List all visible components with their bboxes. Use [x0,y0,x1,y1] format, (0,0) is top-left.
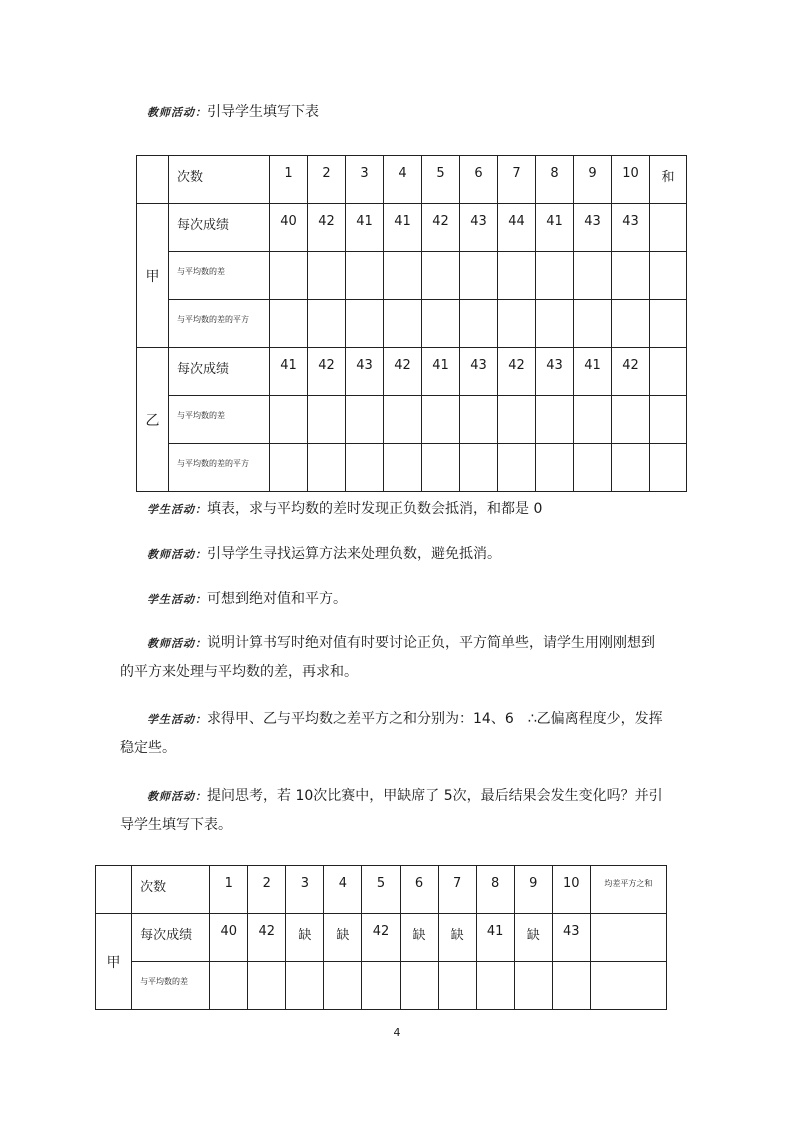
data-cell-text: 44 [508,214,525,229]
data-cell [460,300,498,348]
data-cell-text [384,444,421,454]
role-label: 学生活动： [147,713,207,726]
header-cell-text: 1 [224,876,233,891]
data-cell-text: 41 [394,214,411,229]
data-cell [248,914,286,962]
data-cell-text [574,300,611,310]
data-cell [536,252,574,300]
corner-cell [137,156,169,204]
data-cell-text [612,444,649,454]
header-cell-text: 3 [300,876,309,891]
data-cell [460,444,498,492]
row-label [132,914,210,962]
data-cell [612,396,650,444]
data-cell-text [270,252,307,262]
row-label [169,204,270,252]
paragraph-teacher-4 [147,787,663,806]
table-row [137,348,687,396]
data-cell-text [308,444,345,454]
header-cell-text: 10 [622,166,639,181]
data-cell [536,204,574,252]
header-cell-text: 3 [360,166,369,181]
data-cell-text [384,396,421,406]
data-cell [346,252,384,300]
table-row [96,962,667,1010]
data-cell [422,396,460,444]
data-cell-text [422,252,459,262]
data-cell [384,252,422,300]
header-cell [612,156,650,204]
paragraph-teacher-3-cont: 的平方来处理与平均数的差，再求和。 [120,664,358,680]
data-cell-text: 缺 [450,928,464,943]
data-cell-text [248,962,285,972]
role-label: 学生活动： [147,593,207,606]
table-row [137,396,687,444]
header-cell [650,156,687,204]
data-cell-text [270,444,307,454]
data-cell [498,204,536,252]
data-cell [270,444,308,492]
data-cell [536,396,574,444]
data-cell-text [574,444,611,454]
data-cell-text [422,300,459,310]
data-cell-text [498,252,535,262]
data-cell-text: 42 [318,214,335,229]
data-cell [574,348,612,396]
table-header-row [96,866,667,914]
header-cell [270,156,308,204]
data-cell [574,396,612,444]
header-cell-text: 和 [661,170,675,185]
data-cell-text [422,396,459,406]
data-cell-text: 42 [432,214,449,229]
data-cell [476,914,514,962]
page-number: 4 [393,1026,401,1039]
data-cell [650,204,687,252]
data-cell-text [324,962,361,972]
row-label [169,252,270,300]
paragraph-student-2 [147,590,347,609]
row-label-text: 与平均数的差 [177,411,225,420]
score-table-1 [136,155,687,492]
data-cell-text [650,444,686,454]
data-cell [346,444,384,492]
data-cell-text: 41 [584,358,601,373]
data-cell-text [439,962,476,972]
header-cell [574,156,612,204]
data-cell [400,962,438,1010]
data-cell [590,962,666,1010]
data-cell [650,348,687,396]
role-label: 教师活动： [147,106,207,119]
data-cell [308,300,346,348]
data-cell-text [362,962,399,972]
data-cell [552,962,590,1010]
data-cell-text: 缺 [526,928,540,943]
header-cell [346,156,384,204]
data-cell [536,300,574,348]
header-cell [590,866,666,914]
paragraph-text: 引导学生寻找运算方法来处理负数，避免抵消。 [207,546,501,562]
header-cell [460,156,498,204]
header-cell [498,156,536,204]
header-cell-text: 1 [284,166,293,181]
data-cell [422,444,460,492]
data-cell [400,914,438,962]
data-cell-text [384,300,421,310]
header-cell-text: 8 [491,876,500,891]
data-cell [498,396,536,444]
score-table-2 [95,865,667,1010]
data-cell-text: 42 [258,924,276,939]
data-cell-text: 缺 [298,928,312,943]
data-cell-text [308,396,345,406]
table-row [137,204,687,252]
header-cell-text: 6 [414,876,424,891]
data-cell-text [346,252,383,262]
data-cell-text [650,300,686,310]
table-header-row [137,156,687,204]
data-cell-text [650,396,686,406]
header-cell [536,156,574,204]
data-cell [650,252,687,300]
data-cell [324,962,362,1010]
data-cell-text [270,396,307,406]
data-cell-text: 42 [622,358,639,373]
data-cell-text [536,300,573,310]
role-label: 教师活动： [147,548,207,561]
data-cell-text: 41 [486,924,504,939]
data-cell-text [422,444,459,454]
header-cell-text: 均差平方之和 [604,879,653,888]
header-cell [400,866,438,914]
data-cell-text [574,396,611,406]
data-cell [270,348,308,396]
data-cell [286,962,324,1010]
data-cell [270,300,308,348]
data-cell-text: 43 [563,924,580,939]
data-cell [346,396,384,444]
data-cell-text: 42 [318,358,335,373]
paragraph-text: 说明计算书写时绝对值有时要讨论正负，平方简单些，请学生用刚刚想到 [207,635,655,651]
header-cell-text: 8 [550,166,559,181]
data-cell [362,914,400,962]
paragraph-text: 求得甲、乙与平均数之差平方之和分别为：14、6 ∴乙偏离程度少，发挥 [207,711,663,727]
data-cell [612,252,650,300]
data-cell [612,444,650,492]
row-label-text: 与平均数的差的平方 [177,315,249,324]
data-cell [460,348,498,396]
data-cell [324,914,362,962]
row-label [169,348,270,396]
header-cell-text: 9 [529,876,538,891]
data-cell [384,444,422,492]
table-row [137,252,687,300]
paragraph-text: 填表，求与平均数的差时发现正负数会抵消，和都是 0 [207,501,543,517]
data-cell-text [460,444,497,454]
data-cell [498,300,536,348]
header-cell [286,866,324,914]
header-cell [476,866,514,914]
paragraph-teacher-3 [147,634,655,653]
header-cell-text: 4 [398,166,407,181]
data-cell [514,962,552,1010]
data-cell-text [536,444,573,454]
data-cell-text [401,962,438,972]
data-cell [422,204,460,252]
header-cell-text: 2 [262,876,271,891]
data-cell-text [477,962,514,972]
data-cell-text [612,300,649,310]
data-cell [438,914,476,962]
group-label: 甲 [137,204,169,348]
paragraph-text: 可想到绝对值和平方。 [207,591,347,607]
data-cell [308,252,346,300]
row-label-text: 每次成绩 [177,362,230,377]
row-label-text: 与平均数的差 [177,267,225,276]
paragraph-teacher-2 [147,545,501,564]
header-cell-text: 2 [322,166,331,181]
data-cell-text [650,204,686,214]
data-cell [422,300,460,348]
data-cell-text [308,300,345,310]
data-cell [308,348,346,396]
data-cell-text [498,396,535,406]
data-cell [460,396,498,444]
data-cell-text: 43 [584,214,601,229]
data-cell-text: 40 [220,924,237,939]
data-cell [384,396,422,444]
data-cell-text: 42 [394,358,411,373]
paragraph-student-1 [147,500,542,519]
paragraph-student-3-cont: 稳定些。 [120,740,176,756]
row-label [169,396,270,444]
data-cell-text [591,914,666,924]
data-cell-text: 42 [508,358,525,373]
role-label: 学生活动： [147,503,207,516]
corner-cell [96,866,132,914]
data-cell [308,396,346,444]
data-cell [248,962,286,1010]
data-cell-text [515,962,552,972]
group-label: 甲 [96,914,132,1010]
row-label-text: 与平均数的差 [140,977,189,986]
data-cell [384,300,422,348]
data-cell-text [346,396,383,406]
data-cell [210,914,248,962]
data-cell-text: 41 [356,214,373,229]
data-cell-text [536,396,573,406]
data-cell [650,300,687,348]
header-cell [210,866,248,914]
data-cell [536,348,574,396]
header-cell-text: 7 [512,166,521,181]
header-cell-text: 9 [588,166,597,181]
data-cell-text: 42 [372,924,390,939]
data-cell-text: 40 [280,214,297,229]
data-cell [612,204,650,252]
data-cell-text: 缺 [412,928,426,943]
data-cell [574,252,612,300]
data-cell [346,204,384,252]
data-cell [536,444,574,492]
data-cell-text [498,300,535,310]
data-cell-text [308,252,345,262]
paragraph-teacher-1 [147,103,319,122]
header-cell-text: 次数 [140,880,167,895]
group-label: 乙 [137,348,169,492]
data-cell [476,962,514,1010]
paragraph-student-3 [147,710,663,729]
data-cell-text: 缺 [336,928,350,943]
data-cell [270,252,308,300]
data-cell [650,444,687,492]
data-cell-text [553,962,590,972]
data-cell-text [460,396,497,406]
header-cell-text: 5 [376,876,386,891]
header-cell-text: 5 [436,166,445,181]
data-cell [498,444,536,492]
data-cell-text [384,252,421,262]
data-cell-text [460,300,497,310]
data-cell [552,914,590,962]
header-cell [438,866,476,914]
header-cell [169,156,270,204]
data-cell [460,204,498,252]
data-cell-text: 41 [280,358,297,373]
header-cell [422,156,460,204]
data-cell-text: 43 [470,214,487,229]
row-label-text: 每次成绩 [140,928,193,943]
data-cell [308,204,346,252]
row-label-text: 每次成绩 [177,218,230,233]
header-cell [514,866,552,914]
header-cell-text: 7 [452,876,462,891]
data-cell [384,348,422,396]
data-cell-text [210,962,247,972]
table-row [137,444,687,492]
data-cell-text [612,396,649,406]
data-cell [346,348,384,396]
data-cell-text [574,252,611,262]
header-cell [384,156,422,204]
data-cell-text: 41 [546,214,563,229]
header-cell-text: 6 [474,166,483,181]
data-cell-text [650,348,686,358]
data-cell-text [286,962,323,972]
data-cell [362,962,400,1010]
header-cell-text: 4 [338,876,348,891]
data-cell [574,444,612,492]
data-cell [574,204,612,252]
data-cell-text [612,252,649,262]
row-label-text: 与平均数的差的平方 [177,459,249,468]
data-cell-text [460,252,497,262]
table-row [137,300,687,348]
data-cell [384,204,422,252]
data-cell [612,348,650,396]
data-cell-text: 41 [432,358,449,373]
data-cell-text [498,444,535,454]
data-cell-text [346,444,383,454]
header-cell [248,866,286,914]
data-cell [498,252,536,300]
data-cell-text [346,300,383,310]
data-cell [590,914,666,962]
data-cell [422,252,460,300]
role-label: 教师活动： [147,637,207,650]
row-label [169,300,270,348]
data-cell [612,300,650,348]
data-cell-text: 43 [546,358,563,373]
data-cell [498,348,536,396]
data-cell [270,204,308,252]
header-cell-text: 10 [563,876,580,891]
data-cell [308,444,346,492]
data-cell [422,348,460,396]
header-cell [308,156,346,204]
data-cell-text [650,252,686,262]
data-cell [346,300,384,348]
paragraph-text: 提问思考，若 10次比赛中，甲缺席了 5次，最后结果会发生变化吗？并引 [207,788,663,804]
header-cell [324,866,362,914]
data-cell-text: 43 [470,358,487,373]
data-cell-text [591,962,666,972]
data-cell [210,962,248,1010]
header-cell [362,866,400,914]
row-label [132,962,210,1010]
data-cell [574,300,612,348]
paragraph-teacher-4-cont: 导学生填写下表。 [120,817,232,833]
data-cell [460,252,498,300]
data-cell-text [270,300,307,310]
table-row [96,914,667,962]
header-cell-text: 次数 [177,170,204,185]
paragraph-text: 引导学生填写下表 [207,104,319,120]
role-label: 教师活动： [147,790,207,803]
data-cell [650,396,687,444]
row-label [169,444,270,492]
data-cell [270,396,308,444]
data-cell-text: 43 [622,214,639,229]
data-cell-text [536,252,573,262]
header-cell [132,866,210,914]
data-cell-text: 43 [356,358,373,373]
header-cell [552,866,590,914]
data-cell [438,962,476,1010]
data-cell [286,914,324,962]
data-cell [514,914,552,962]
